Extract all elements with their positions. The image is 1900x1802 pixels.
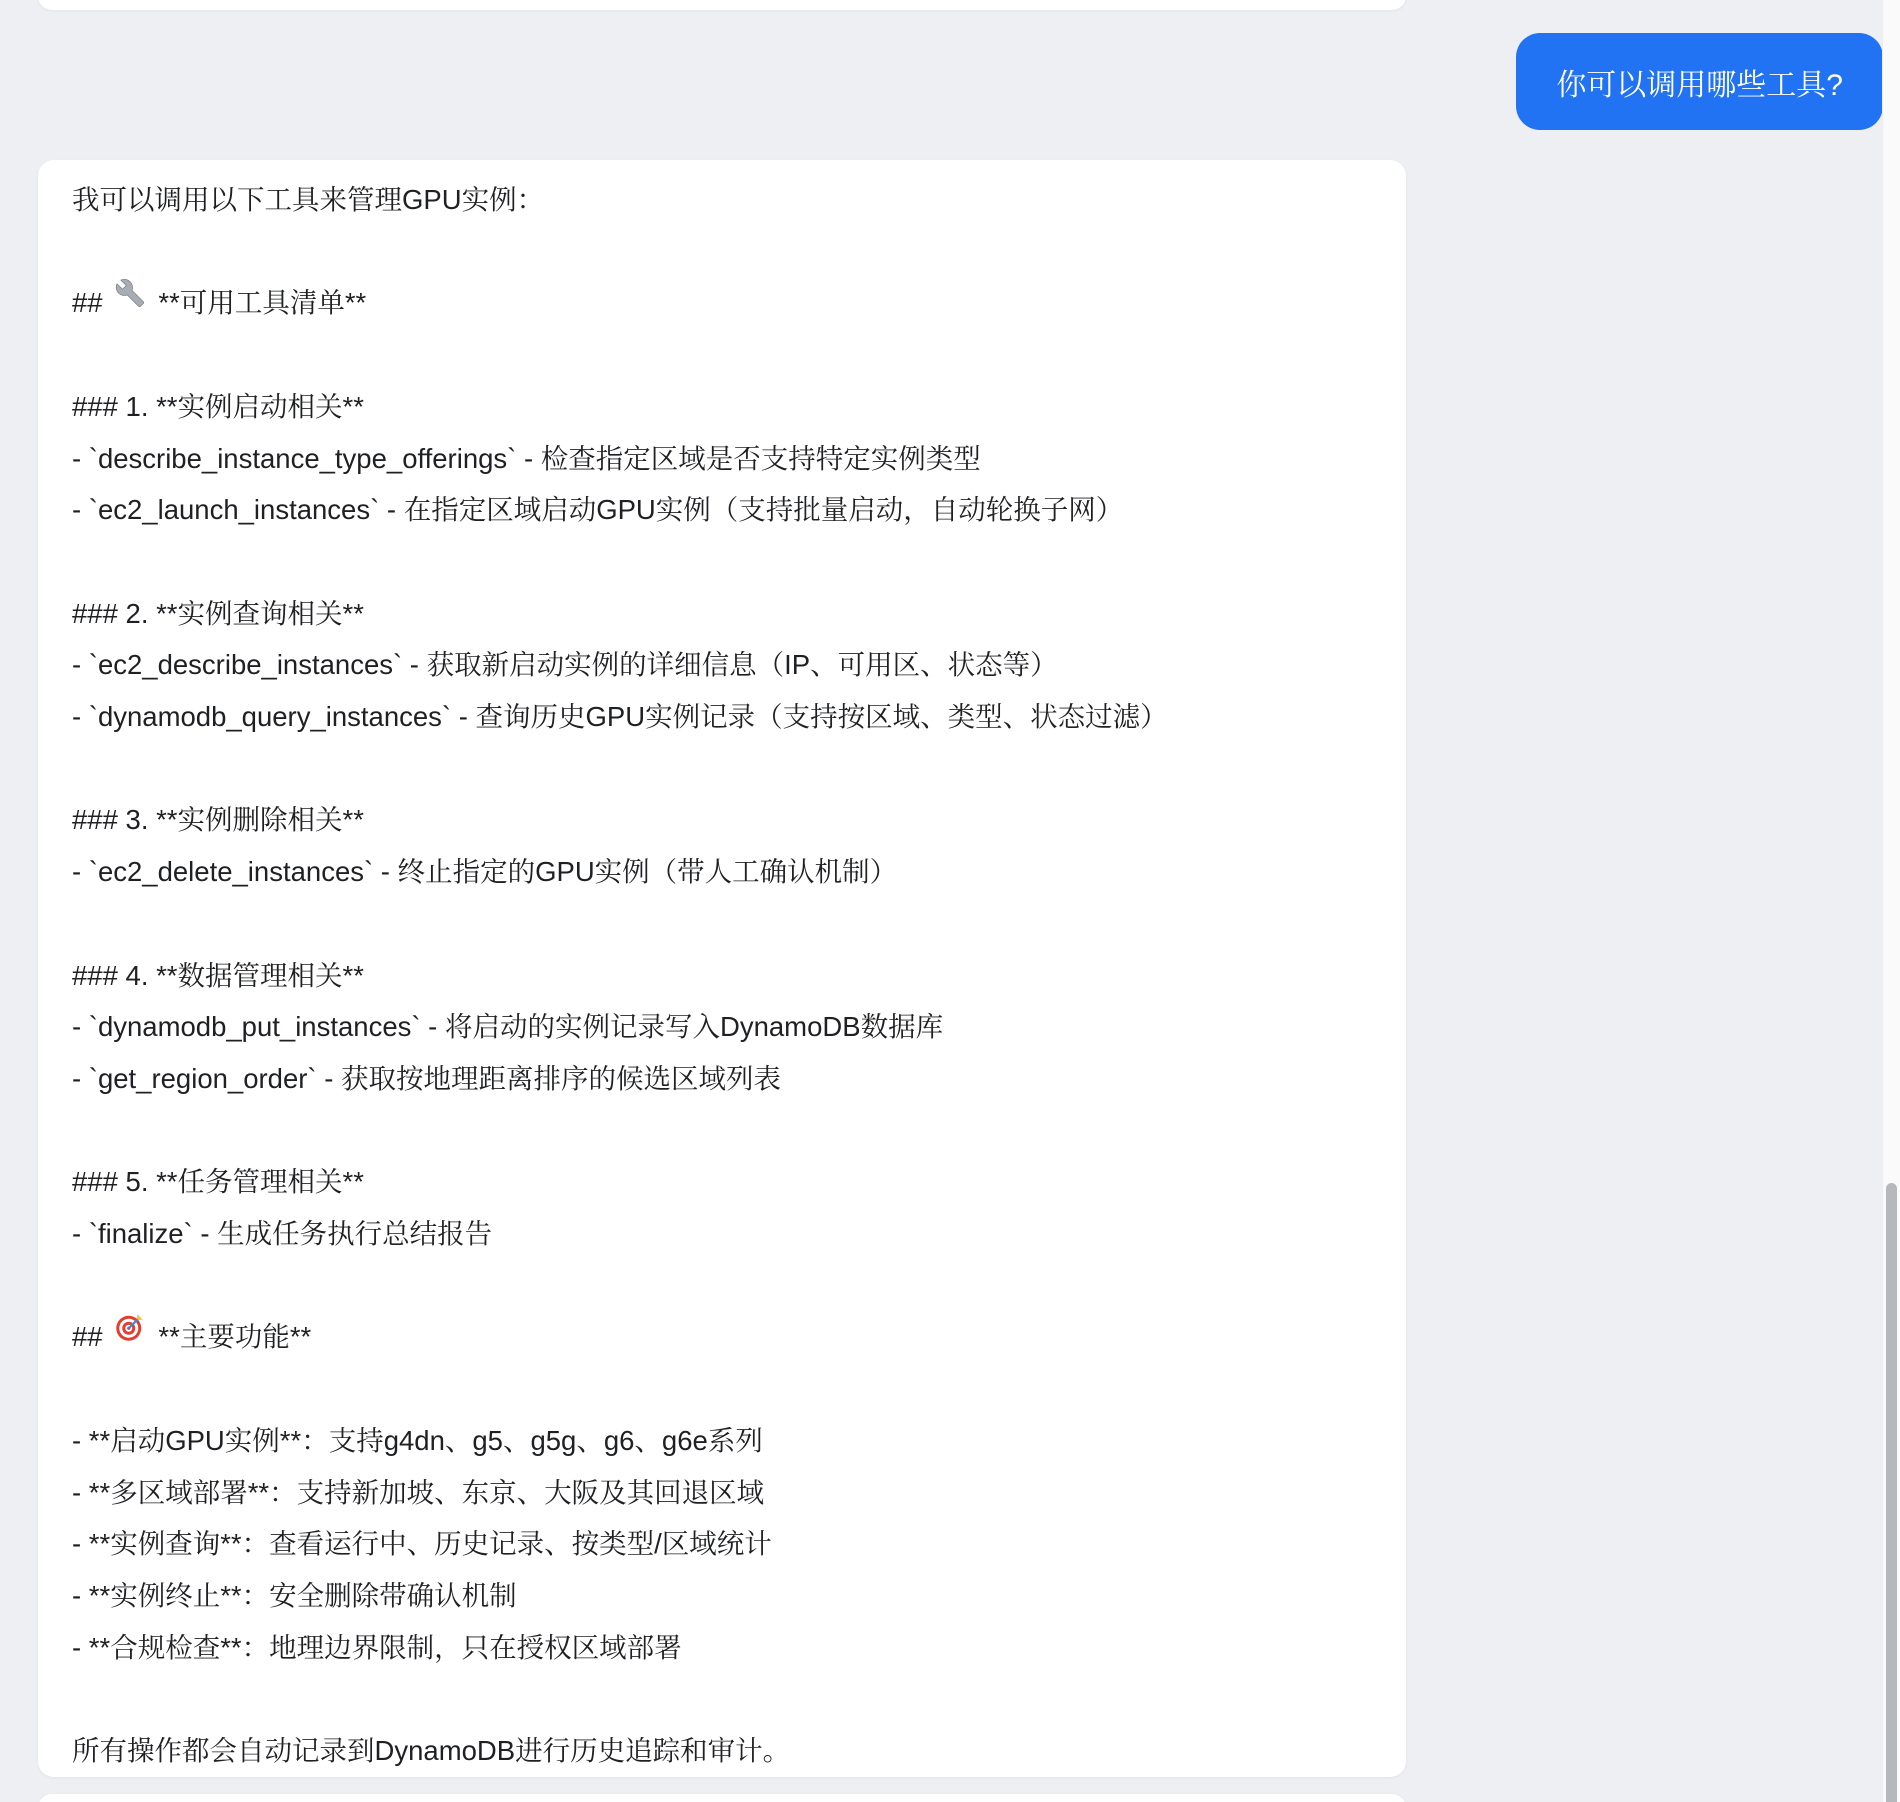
assistant-message-text: [72, 174, 1372, 1777]
message-line: ### 5. **任务管理相关**: [72, 1166, 364, 1198]
target-icon: [115, 1312, 146, 1342]
message-line: - `describe_instance_type_offerings` - 检查指定区域是否支持特定实例类型: [72, 442, 981, 474]
message-line: - **实例终止**：安全删除带确认机制: [72, 1579, 517, 1611]
scrollbar-thumb[interactable]: [1886, 1183, 1897, 1802]
message-line: [72, 1363, 1372, 1415]
message-line: [72, 1260, 1372, 1312]
user-message-bubble: [1516, 33, 1883, 130]
message-line: ### 2. **实例查询相关**: [72, 597, 364, 629]
user-message-text: 你可以调用哪些工具?: [1556, 68, 1843, 102]
message-line: [72, 1673, 1372, 1725]
message-line: - `dynamodb_put_instances` - 将启动的实例记录写入DynamoDB数据库: [72, 1011, 944, 1043]
message-line: [72, 898, 1372, 950]
message-line: [72, 329, 1372, 381]
message-line: ### 3. **实例删除相关**: [72, 804, 364, 836]
next-message-card: [38, 1794, 1406, 1802]
message-line: ## **可用工具清单**: [72, 277, 1372, 329]
message-line: - `get_region_order` - 获取按地理距离排序的候选区域列表: [72, 1062, 782, 1094]
message-line: 所有操作都会自动记录到DynamoDB进行历史追踪和审计。: [72, 1735, 791, 1767]
message-line: - **启动GPU实例**：支持g4dn、g5、g5g、g6、g6e系列: [72, 1424, 763, 1456]
message-line: - `ec2_delete_instances` - 终止指定的GPU实例（带人工确认机制）: [72, 856, 898, 888]
message-line: - `ec2_launch_instances` - 在指定区域启动GPU实例（支持批量启动，自动轮换子网）: [72, 494, 1124, 526]
previous-message-card: [38, 0, 1406, 10]
message-line: - `ec2_describe_instances` - 获取新启动实例的详细信息（IP、可用区、状态等）: [72, 649, 1058, 681]
message-line: - **多区域部署**：支持新加坡、东京、大阪及其回退区域: [72, 1476, 765, 1508]
message-line: 我可以调用以下工具来管理GPU实例：: [72, 184, 545, 215]
message-line: [72, 1105, 1372, 1157]
message-line: - **合规检查**：地理边界限制，只在授权区域部署: [72, 1631, 682, 1663]
message-line: - `finalize` - 生成任务执行总结报告: [72, 1218, 493, 1250]
message-line: ## **主要功能**: [72, 1311, 1372, 1363]
message-line: - `dynamodb_query_instances` - 查询历史GPU实例记录（支持按区域、类型、状态过滤）: [72, 701, 1168, 733]
message-line: [72, 743, 1372, 795]
wrench-icon: [115, 278, 146, 308]
message-line: [72, 536, 1372, 588]
message-line: ### 1. **实例启动相关**: [72, 390, 364, 422]
message-line: - **实例查询**：查看运行中、历史记录、按类型/区域统计: [72, 1528, 772, 1560]
assistant-message-card: [38, 160, 1406, 1777]
message-line: [72, 226, 1372, 278]
scrollbar-track[interactable]: [1882, 0, 1900, 1802]
message-line: ### 4. **数据管理相关**: [72, 959, 364, 991]
